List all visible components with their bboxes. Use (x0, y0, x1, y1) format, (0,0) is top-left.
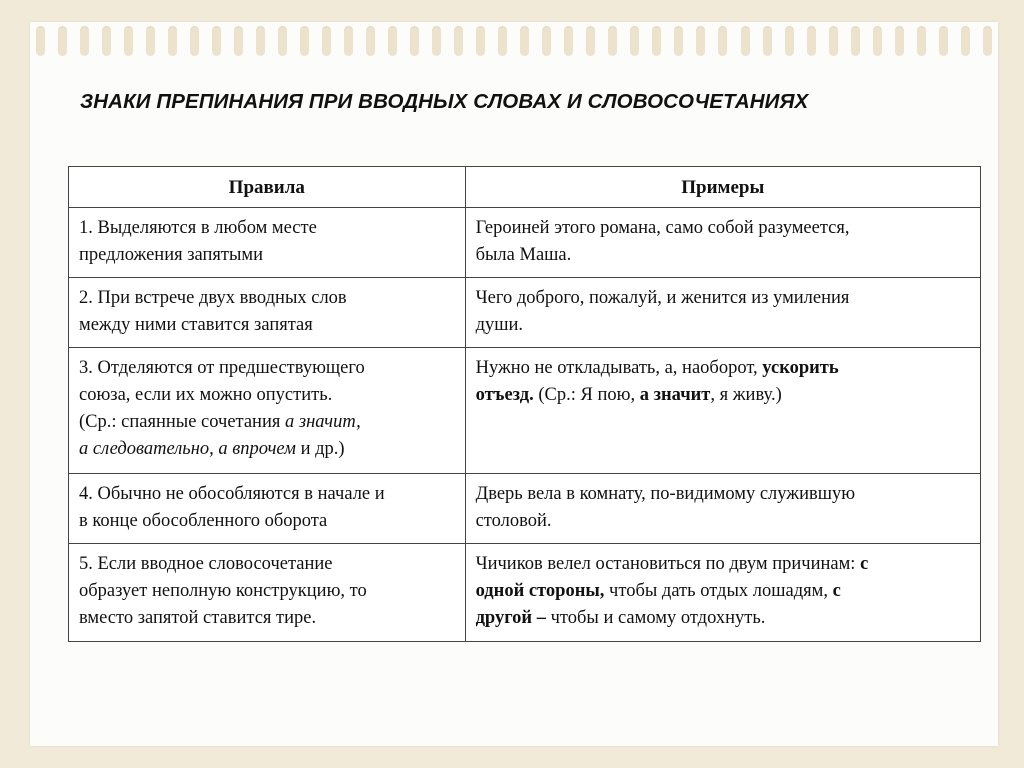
binder-hole (168, 26, 177, 56)
binder-hole (36, 26, 45, 56)
rule-line: между ними ставится запятая (79, 315, 313, 335)
rule-cell (69, 348, 466, 474)
binder-hole (234, 26, 243, 56)
rule-text: и др.) (295, 439, 345, 459)
binder-hole (807, 26, 816, 56)
example-line: столовой. (475, 511, 552, 531)
binder-hole (58, 26, 67, 56)
binder-hole (961, 26, 970, 56)
binder-hole (718, 26, 727, 56)
binder-hole (763, 26, 772, 56)
example-line: Героиней этого романа, само собой разумеется, (475, 218, 850, 238)
rule-line: союза, если их можно опустить. (79, 385, 333, 405)
binder-hole (80, 26, 89, 56)
binder-hole (256, 26, 265, 56)
rule-cell (69, 208, 466, 278)
binder-hole (520, 26, 529, 56)
binder-hole (146, 26, 155, 56)
binder-hole (895, 26, 904, 56)
binder-hole (190, 26, 199, 56)
binder-hole (696, 26, 705, 56)
example-bold-text: одной стороны, (475, 581, 605, 601)
column-header-rules: Правила (69, 167, 466, 208)
binder-hole (785, 26, 794, 56)
example-text: Чичиков велел остановиться по двум причинам: (475, 554, 861, 574)
table-row (69, 544, 981, 642)
rule-italic-text: а значит, (285, 412, 361, 432)
example-line (476, 578, 970, 605)
rule-cell (69, 544, 466, 642)
rule-line (79, 436, 455, 463)
rule-line: 5. Если вводное словосочетание (79, 554, 333, 574)
column-header-examples: Примеры (465, 167, 980, 208)
binder-hole (344, 26, 353, 56)
rules-table (68, 166, 981, 642)
example-cell (465, 208, 980, 278)
example-text: чтобы дать отдых лошадям, (604, 581, 833, 601)
binder-hole (829, 26, 838, 56)
page-title: ЗНАКИ ПРЕПИНАНИЯ ПРИ ВВОДНЫХ СЛОВАХ И СЛОВОСОЧЕТАНИЯХ (80, 90, 809, 113)
rule-line (79, 409, 455, 436)
example-text: Нужно не откладывать, а, наоборот, (475, 358, 763, 378)
rule-text: (Ср.: спаянные сочетания (79, 412, 285, 432)
table-row (69, 278, 981, 348)
binder-hole (454, 26, 463, 56)
example-cell (465, 348, 980, 474)
binder-hole (741, 26, 750, 56)
binder-hole (432, 26, 441, 56)
example-bold-text: ускорить (762, 358, 839, 378)
example-bold-text: с (832, 581, 841, 601)
table-row (69, 208, 981, 278)
example-bold-text: а значит (639, 385, 711, 405)
binder-hole (983, 26, 992, 56)
example-line: Чего доброго, пожалуй, и женится из умиления (475, 288, 850, 308)
table-header-row (69, 167, 981, 208)
example-line: была Маша. (475, 245, 572, 265)
example-cell (465, 278, 980, 348)
table-row (69, 348, 981, 474)
binder-hole (917, 26, 926, 56)
example-bold-text: другой – (475, 608, 546, 628)
rule-line: в конце обособленного оборота (79, 511, 328, 531)
binder-hole (652, 26, 661, 56)
example-text: , я живу.) (710, 385, 782, 405)
binder-hole (564, 26, 573, 56)
rule-cell (69, 278, 466, 348)
binder-hole (939, 26, 948, 56)
rule-line: предложения запятыми (79, 245, 264, 265)
rule-line: 3. Отделяются от предшествующего (79, 358, 365, 378)
binder-hole (300, 26, 309, 56)
binder-hole (124, 26, 133, 56)
binder-hole (542, 26, 551, 56)
binder-hole (498, 26, 507, 56)
rule-cell (69, 474, 466, 544)
binder-hole (366, 26, 375, 56)
binder-hole (410, 26, 419, 56)
binder-hole (851, 26, 860, 56)
rule-line: образует неполную конструкцию, то (79, 581, 367, 601)
rule-line: вместо запятой ставится тире. (79, 608, 317, 628)
binder-hole (608, 26, 617, 56)
binder-hole (212, 26, 221, 56)
binder-hole (322, 26, 331, 56)
binder-holes (30, 26, 998, 60)
example-cell (465, 544, 980, 642)
binder-hole (278, 26, 287, 56)
binder-hole (586, 26, 595, 56)
example-line (476, 551, 970, 578)
binder-hole (873, 26, 882, 56)
binder-hole (674, 26, 683, 56)
rule-line: 2. При встрече двух вводных слов (79, 288, 347, 308)
table-row (69, 474, 981, 544)
example-cell (465, 474, 980, 544)
rule-italic-text: а следовательно, а впрочем (79, 439, 296, 459)
rule-line: 1. Выделяются в любом месте (79, 218, 317, 238)
example-line (476, 382, 970, 409)
example-line: Дверь вела в комнату, по-видимому служившую (475, 484, 856, 504)
example-text: (Ср.: Я пою, (533, 385, 640, 405)
binder-hole (630, 26, 639, 56)
example-bold-text: отъезд. (475, 385, 534, 405)
example-line (476, 605, 970, 632)
binder-hole (476, 26, 485, 56)
example-bold-text: с (860, 554, 869, 574)
example-line: души. (475, 315, 524, 335)
binder-hole (388, 26, 397, 56)
rule-line: 4. Обычно не обособляются в начале и (79, 484, 385, 504)
binder-hole (102, 26, 111, 56)
example-line (476, 355, 970, 382)
example-text: чтобы и самому отдохнуть. (545, 608, 766, 628)
